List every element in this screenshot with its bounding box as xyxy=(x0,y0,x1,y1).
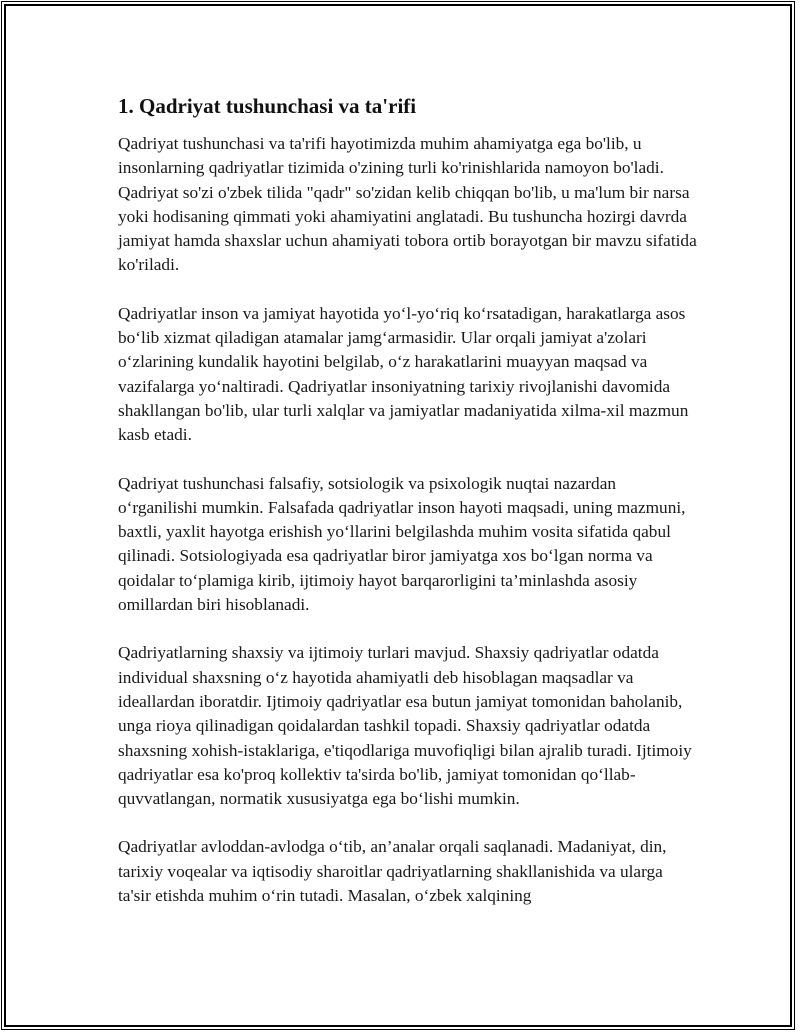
document-body xyxy=(118,92,698,932)
paragraph-4: Qadriyatlarning shaxsiy va ijtimoiy turlari mavjud. Shaxsiy qadriyatlar odatda individual shaxsning o‘z hayotida ahamiyatli deb hisoblagan maqsadlar va ideallardan iboratdir. Ijtimoiy qadriyatlar esa butun jamiyat tomonidan baholanib, unga rioya qilinadigan qoidalardan tashkil topadi. Shaxsiy qadriyatlar odatda shaxsning xohish-istaklariga, e'tiqodlariga muvofiqligi bilan ajralib turadi. Ijtimoiy qadriyatlar esa ko'proq kollektiv ta'sirda bo'lib, jamiyat tomonidan qo‘llab-quvvatlangan, normatik xususiyatga ega bo‘lishi mumkin. xyxy=(118,643,692,809)
paragraph-2: Qadriyatlar inson va jamiyat hayotida yo‘l-yo‘riq ko‘rsatadigan, harakatlarga asos bo‘lib xizmat qiladigan atamalar jamg‘armasidir. Ular orqali jamiyat a'zolari o‘zlarining kundalik hayotini belgilab, o‘z harakatlarini muayyan maqsad va vazifalarga yo‘naltiradi. Qadriyatlar insoniyatning tarixiy rivojlanishi davomida shakllangan bo'lib, ular turli xalqlar va jamiyatlar madaniyatida xilma-xil mazmun kasb etadi. xyxy=(118,303,689,445)
paragraph-3: Qadriyat tushunchasi falsafiy, sotsiologik va psixologik nuqtai nazardan o‘rganilishi mumkin. Falsafada qadriyatlar inson hayoti maqsadi, uning mazmuni, baxtli, yaxlit hayotga erishish yo‘llarini belgilashda muhim vosita sifatida qabul qilinadi. Sotsiologiyada esa qadriyatlar biror jamiyatga xos bo‘lgan norma va qoidalar to‘plamiga kirib, ijtimoiy hayot barqarorligini ta’minlashda asosiy omillardan biri hisoblanadi. xyxy=(118,473,686,615)
section-heading: 1. Qadriyat tushunchasi va ta'rifi xyxy=(118,94,417,118)
paragraph-1: Qadriyat tushunchasi va ta'rifi hayotimizda muhim ahamiyatga ega bo'lib, u insonlarning qadriyatlar tizimida o'zining turli ko'rinishlarida namoyon bo'ladi. Qadriyat so'zi o'zbek tilida "qadr" so'zidan kelib chiqqan bo'lib, u ma'lum bir narsa yoki hodisaning qimmati yoki ahamiyatini anglatadi. Bu tushuncha hozirgi davrda jamiyat hamda shaxslar uchun ahamiyati tobora ortib borayotgan bir mavzu sifatida ko'riladi. xyxy=(118,134,697,275)
paragraph-5: Qadriyatlar avloddan-avlodga o‘tib, an’analar orqali saqlanadi. Madaniyat, din, tarixiy voqealar va iqtisodiy sharoitlar qadriyatlarning shakllanishida va ularga ta'sir etishda muhim o‘rin tutadi. Masalan, o‘zbek xalqining xyxy=(118,837,667,906)
